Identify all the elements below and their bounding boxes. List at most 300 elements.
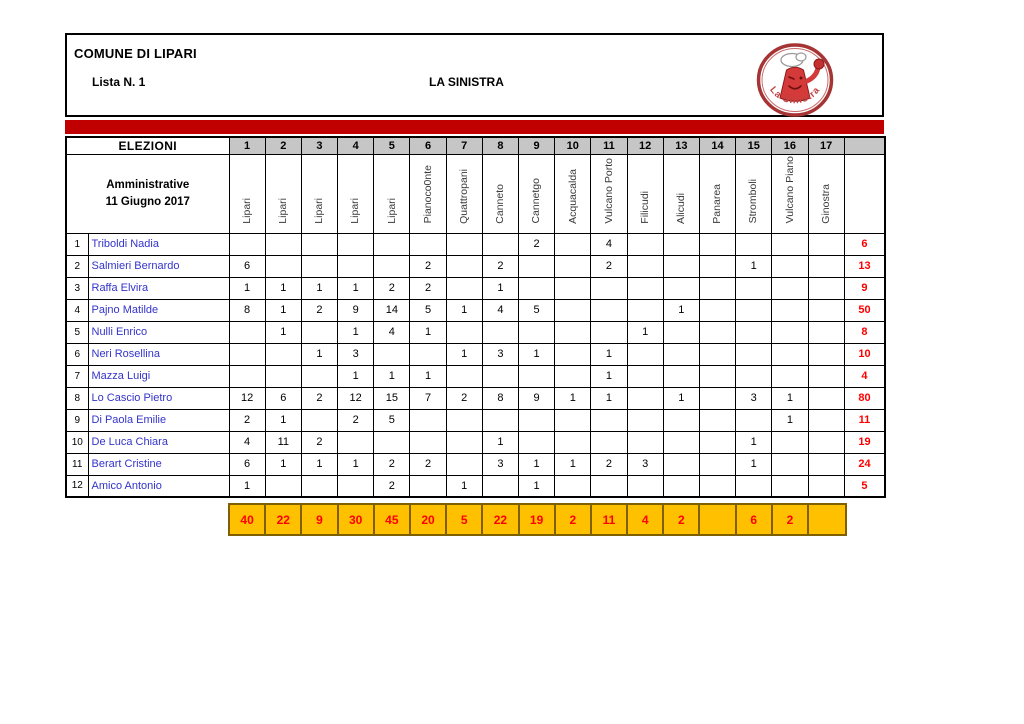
vote-cell xyxy=(229,365,265,387)
table-row xyxy=(66,387,885,409)
vote-cell: 2 xyxy=(374,277,410,299)
vote-cell xyxy=(519,409,555,431)
column-number-6: 6 xyxy=(410,137,446,154)
vote-cell xyxy=(663,475,699,497)
vote-cell xyxy=(482,475,518,497)
column-number-8: 8 xyxy=(482,137,518,154)
vote-cell: 2 xyxy=(446,387,482,409)
total-cell-4: 30 xyxy=(339,505,375,534)
station-label: Quattropani xyxy=(457,168,470,224)
vote-cell xyxy=(265,233,301,255)
column-number-11: 11 xyxy=(591,137,627,154)
vote-cell xyxy=(808,343,844,365)
vote-cell: 1 xyxy=(663,387,699,409)
total-column-station-cell xyxy=(844,154,885,233)
vote-cell xyxy=(338,431,374,453)
vote-cell: 4 xyxy=(374,321,410,343)
vote-cell xyxy=(265,343,301,365)
station-cell-9 xyxy=(519,154,555,233)
vote-cell xyxy=(772,475,808,497)
vote-cell: 1 xyxy=(338,277,374,299)
vote-cell xyxy=(699,343,735,365)
station-cell-4 xyxy=(338,154,374,233)
column-number-1: 1 xyxy=(229,137,265,154)
vote-cell xyxy=(699,365,735,387)
station-label: Acquacalda xyxy=(566,168,579,224)
vote-cell: 1 xyxy=(446,299,482,321)
vote-cell xyxy=(555,277,591,299)
vote-cell xyxy=(772,255,808,277)
vote-cell xyxy=(374,431,410,453)
vote-cell xyxy=(446,453,482,475)
vote-cell: 15 xyxy=(374,387,410,409)
vote-cell xyxy=(772,343,808,365)
vote-cell: 1 xyxy=(736,453,772,475)
total-cell-17 xyxy=(809,505,845,534)
row-number: 7 xyxy=(66,365,88,387)
vote-cell: 1 xyxy=(446,343,482,365)
vote-cell xyxy=(591,299,627,321)
vote-cell xyxy=(338,255,374,277)
vote-cell: 2 xyxy=(301,299,337,321)
vote-cell xyxy=(736,321,772,343)
vote-cell: 2 xyxy=(374,475,410,497)
vote-cell xyxy=(482,365,518,387)
vote-cell: 1 xyxy=(627,321,663,343)
vote-cell: 2 xyxy=(591,255,627,277)
vote-cell xyxy=(482,233,518,255)
station-header-row xyxy=(66,154,885,233)
vote-cell: 1 xyxy=(736,431,772,453)
vote-cell xyxy=(699,277,735,299)
vote-cell: 1 xyxy=(301,277,337,299)
candidate-name: De Luca Chiara xyxy=(88,431,229,453)
vote-cell: 2 xyxy=(301,387,337,409)
vote-cell xyxy=(772,365,808,387)
vote-cell: 1 xyxy=(772,409,808,431)
vote-cell xyxy=(229,233,265,255)
column-number-14: 14 xyxy=(699,137,735,154)
total-cell-16: 2 xyxy=(773,505,809,534)
vote-cell xyxy=(410,233,446,255)
station-cell-14 xyxy=(699,154,735,233)
vote-cell: 1 xyxy=(519,343,555,365)
total-cell-5: 45 xyxy=(375,505,411,534)
vote-cell xyxy=(699,299,735,321)
vote-cell: 11 xyxy=(265,431,301,453)
vote-cell xyxy=(808,321,844,343)
vote-cell xyxy=(555,233,591,255)
vote-cell: 1 xyxy=(736,255,772,277)
vote-cell: 1 xyxy=(265,299,301,321)
vote-cell xyxy=(555,343,591,365)
vote-cell xyxy=(808,453,844,475)
row-total: 50 xyxy=(844,299,885,321)
vote-cell xyxy=(627,431,663,453)
vote-cell: 2 xyxy=(301,431,337,453)
vote-cell xyxy=(663,453,699,475)
vote-cell: 1 xyxy=(555,387,591,409)
table-row xyxy=(66,255,885,277)
row-total: 9 xyxy=(844,277,885,299)
row-total: 6 xyxy=(844,233,885,255)
station-cell-2 xyxy=(265,154,301,233)
vote-cell: 1 xyxy=(301,343,337,365)
vote-cell xyxy=(699,233,735,255)
column-number-7: 7 xyxy=(446,137,482,154)
vote-cell: 5 xyxy=(410,299,446,321)
vote-cell xyxy=(663,233,699,255)
vote-cell xyxy=(627,409,663,431)
vote-cell xyxy=(229,343,265,365)
vote-cell xyxy=(446,365,482,387)
vote-cell xyxy=(627,387,663,409)
row-number: 1 xyxy=(66,233,88,255)
vote-cell xyxy=(555,365,591,387)
vote-cell: 1 xyxy=(301,453,337,475)
vote-cell xyxy=(663,409,699,431)
vote-cell xyxy=(519,321,555,343)
vote-cell xyxy=(519,431,555,453)
vote-cell xyxy=(736,343,772,365)
vote-cell: 5 xyxy=(374,409,410,431)
vote-cell: 6 xyxy=(265,387,301,409)
row-total: 5 xyxy=(844,475,885,497)
table-row xyxy=(66,409,885,431)
total-cell-2: 22 xyxy=(266,505,302,534)
vote-cell xyxy=(410,343,446,365)
row-total: 8 xyxy=(844,321,885,343)
vote-cell xyxy=(555,409,591,431)
vote-cell xyxy=(410,409,446,431)
vote-cell xyxy=(410,475,446,497)
candidate-name: Raffa Elvira xyxy=(88,277,229,299)
vote-cell xyxy=(591,321,627,343)
vote-cell: 1 xyxy=(519,475,555,497)
vote-cell xyxy=(736,299,772,321)
vote-cell: 2 xyxy=(482,255,518,277)
row-total: 4 xyxy=(844,365,885,387)
row-number: 10 xyxy=(66,431,88,453)
vote-cell xyxy=(627,299,663,321)
vote-cell xyxy=(808,365,844,387)
column-number-2: 2 xyxy=(265,137,301,154)
vote-cell: 1 xyxy=(482,431,518,453)
vote-cell: 4 xyxy=(482,299,518,321)
vote-cell: 12 xyxy=(229,387,265,409)
vote-cell xyxy=(229,321,265,343)
vote-cell: 3 xyxy=(338,343,374,365)
vote-cell: 14 xyxy=(374,299,410,321)
candidate-name: Pajno Matilde xyxy=(88,299,229,321)
vote-cell: 1 xyxy=(229,475,265,497)
vote-cell xyxy=(338,233,374,255)
vote-cell: 1 xyxy=(772,387,808,409)
vote-cell xyxy=(699,255,735,277)
station-cell-3 xyxy=(301,154,337,233)
vote-cell xyxy=(772,299,808,321)
station-label: Lipari xyxy=(240,197,253,224)
column-number-16: 16 xyxy=(772,137,808,154)
vote-cell xyxy=(699,387,735,409)
vote-cell xyxy=(265,365,301,387)
vote-cell: 1 xyxy=(663,299,699,321)
station-label: Stromboli xyxy=(747,179,760,224)
list-number-label: Lista N. 1 xyxy=(92,75,146,89)
column-number-9: 9 xyxy=(519,137,555,154)
vote-cell xyxy=(555,255,591,277)
candidate-name: Berart Cristine xyxy=(88,453,229,475)
totals-row xyxy=(228,503,847,536)
red-band xyxy=(65,120,884,134)
vote-cell: 2 xyxy=(410,453,446,475)
vote-cell: 9 xyxy=(519,387,555,409)
vote-cell xyxy=(663,277,699,299)
column-header-row xyxy=(66,137,885,154)
table-row xyxy=(66,277,885,299)
station-label: Alicudi xyxy=(675,192,688,224)
row-number: 12 xyxy=(66,475,88,497)
station-label: Lipari xyxy=(385,197,398,224)
vote-cell xyxy=(519,277,555,299)
vote-cell xyxy=(301,321,337,343)
vote-cell: 1 xyxy=(265,453,301,475)
station-label: Vulcano Piano xyxy=(783,156,796,224)
vote-cell xyxy=(627,255,663,277)
vote-cell: 7 xyxy=(410,387,446,409)
total-cell-13: 2 xyxy=(664,505,700,534)
vote-cell xyxy=(301,365,337,387)
table-row xyxy=(66,365,885,387)
row-total: 13 xyxy=(844,255,885,277)
election-name-line1: Amministrative xyxy=(106,178,190,191)
party-logo xyxy=(756,43,834,117)
station-cell-13 xyxy=(663,154,699,233)
station-cell-1 xyxy=(229,154,265,233)
row-total: 80 xyxy=(844,387,885,409)
total-cell-8: 22 xyxy=(483,505,519,534)
vote-cell xyxy=(410,431,446,453)
vote-cell xyxy=(446,321,482,343)
vote-cell xyxy=(446,409,482,431)
vote-cell xyxy=(736,233,772,255)
vote-cell xyxy=(736,409,772,431)
vote-cell: 3 xyxy=(627,453,663,475)
vote-cell xyxy=(374,233,410,255)
column-number-13: 13 xyxy=(663,137,699,154)
vote-cell xyxy=(446,431,482,453)
column-number-10: 10 xyxy=(555,137,591,154)
vote-cell: 1 xyxy=(446,475,482,497)
vote-cell: 2 xyxy=(229,409,265,431)
vote-cell xyxy=(555,475,591,497)
vote-cell: 8 xyxy=(229,299,265,321)
vote-cell: 1 xyxy=(555,453,591,475)
station-cell-15 xyxy=(736,154,772,233)
station-cell-6 xyxy=(410,154,446,233)
vote-cell: 4 xyxy=(591,233,627,255)
row-number: 6 xyxy=(66,343,88,365)
row-number: 11 xyxy=(66,453,88,475)
vote-cell xyxy=(301,409,337,431)
station-cell-17 xyxy=(808,154,844,233)
total-column-header xyxy=(844,137,885,154)
vote-cell xyxy=(446,277,482,299)
vote-cell xyxy=(555,299,591,321)
row-total: 24 xyxy=(844,453,885,475)
candidate-name: Neri Rosellina xyxy=(88,343,229,365)
vote-cell xyxy=(265,255,301,277)
total-cell-9: 19 xyxy=(520,505,556,534)
results-table xyxy=(65,136,886,498)
vote-cell xyxy=(591,475,627,497)
candidate-name: Mazza Luigi xyxy=(88,365,229,387)
station-label: Ginostra xyxy=(819,183,832,224)
vote-cell xyxy=(663,365,699,387)
vote-cell: 1 xyxy=(519,453,555,475)
vote-cell xyxy=(699,431,735,453)
total-cell-7: 5 xyxy=(447,505,483,534)
vote-cell xyxy=(627,277,663,299)
vote-cell: 3 xyxy=(482,343,518,365)
column-number-15: 15 xyxy=(736,137,772,154)
vote-cell xyxy=(663,255,699,277)
vote-cell xyxy=(555,431,591,453)
vote-cell: 3 xyxy=(482,453,518,475)
vote-cell xyxy=(808,409,844,431)
station-label: Lipari xyxy=(313,197,326,224)
table-row xyxy=(66,299,885,321)
vote-cell xyxy=(555,321,591,343)
row-number: 8 xyxy=(66,387,88,409)
table-row xyxy=(66,431,885,453)
station-label: Filicudi xyxy=(638,190,651,224)
total-cell-14 xyxy=(700,505,736,534)
vote-cell xyxy=(808,431,844,453)
table-row xyxy=(66,233,885,255)
vote-cell xyxy=(446,255,482,277)
logo-text: La Sinistra xyxy=(767,84,823,107)
total-cell-3: 9 xyxy=(302,505,338,534)
vote-cell xyxy=(482,321,518,343)
total-cell-6: 20 xyxy=(411,505,447,534)
total-cell-1: 40 xyxy=(230,505,266,534)
candidate-name: Salmieri Bernardo xyxy=(88,255,229,277)
vote-cell xyxy=(663,321,699,343)
vote-cell: 1 xyxy=(374,365,410,387)
vote-cell: 2 xyxy=(519,233,555,255)
row-number: 4 xyxy=(66,299,88,321)
vote-cell: 1 xyxy=(265,409,301,431)
vote-cell: 9 xyxy=(338,299,374,321)
vote-cell xyxy=(772,453,808,475)
station-cell-7 xyxy=(446,154,482,233)
candidate-name: Lo Cascio Pietro xyxy=(88,387,229,409)
vote-cell xyxy=(808,255,844,277)
vote-cell xyxy=(808,387,844,409)
station-cell-10 xyxy=(555,154,591,233)
vote-cell xyxy=(627,475,663,497)
total-cell-15: 6 xyxy=(737,505,773,534)
table-row xyxy=(66,475,885,497)
vote-cell: 3 xyxy=(736,387,772,409)
vote-cell: 1 xyxy=(591,343,627,365)
row-number: 2 xyxy=(66,255,88,277)
vote-cell: 5 xyxy=(519,299,555,321)
station-label: Vulcano Porto xyxy=(602,157,615,224)
vote-cell: 2 xyxy=(410,277,446,299)
vote-cell xyxy=(772,321,808,343)
station-label: Panarea xyxy=(711,183,724,224)
total-cell-10: 2 xyxy=(556,505,592,534)
vote-cell: 2 xyxy=(410,255,446,277)
vote-cell: 6 xyxy=(229,255,265,277)
vote-cell: 2 xyxy=(374,453,410,475)
vote-cell: 1 xyxy=(482,277,518,299)
vote-cell: 1 xyxy=(591,365,627,387)
vote-cell xyxy=(663,343,699,365)
column-number-3: 3 xyxy=(301,137,337,154)
station-cell-5 xyxy=(374,154,410,233)
vote-cell: 2 xyxy=(338,409,374,431)
vote-cell xyxy=(772,233,808,255)
table-row xyxy=(66,343,885,365)
row-number: 9 xyxy=(66,409,88,431)
vote-cell xyxy=(265,475,301,497)
vote-cell xyxy=(591,431,627,453)
vote-cell xyxy=(699,475,735,497)
row-total: 10 xyxy=(844,343,885,365)
vote-cell xyxy=(301,255,337,277)
station-label: Cannetgo xyxy=(530,177,543,224)
station-cell-12 xyxy=(627,154,663,233)
elezioni-header: ELEZIONI xyxy=(66,137,229,154)
vote-cell xyxy=(772,431,808,453)
row-total: 19 xyxy=(844,431,885,453)
vote-cell: 1 xyxy=(229,277,265,299)
vote-cell xyxy=(699,453,735,475)
station-label: Pianoco0nte xyxy=(421,165,434,224)
vote-cell: 1 xyxy=(338,453,374,475)
vote-cell xyxy=(519,365,555,387)
vote-cell xyxy=(446,233,482,255)
candidate-name: Nulli Enrico xyxy=(88,321,229,343)
vote-cell: 1 xyxy=(338,365,374,387)
vote-cell xyxy=(808,475,844,497)
vote-cell xyxy=(338,475,374,497)
vote-cell: 4 xyxy=(229,431,265,453)
vote-cell xyxy=(301,233,337,255)
station-label: Canneto xyxy=(494,183,507,224)
election-name-line2: 11 Giugno 2017 xyxy=(105,195,190,208)
column-number-17: 17 xyxy=(808,137,844,154)
candidate-name: Di Paola Emilie xyxy=(88,409,229,431)
vote-cell: 8 xyxy=(482,387,518,409)
vote-cell xyxy=(663,431,699,453)
column-number-5: 5 xyxy=(374,137,410,154)
table-row xyxy=(66,321,885,343)
vote-cell xyxy=(627,343,663,365)
total-cell-11: 11 xyxy=(592,505,628,534)
vote-cell: 1 xyxy=(265,277,301,299)
row-number: 5 xyxy=(66,321,88,343)
table-row xyxy=(66,453,885,475)
vote-cell: 1 xyxy=(265,321,301,343)
vote-cell: 1 xyxy=(591,387,627,409)
election-name xyxy=(66,154,229,233)
station-cell-11 xyxy=(591,154,627,233)
vote-cell xyxy=(772,277,808,299)
